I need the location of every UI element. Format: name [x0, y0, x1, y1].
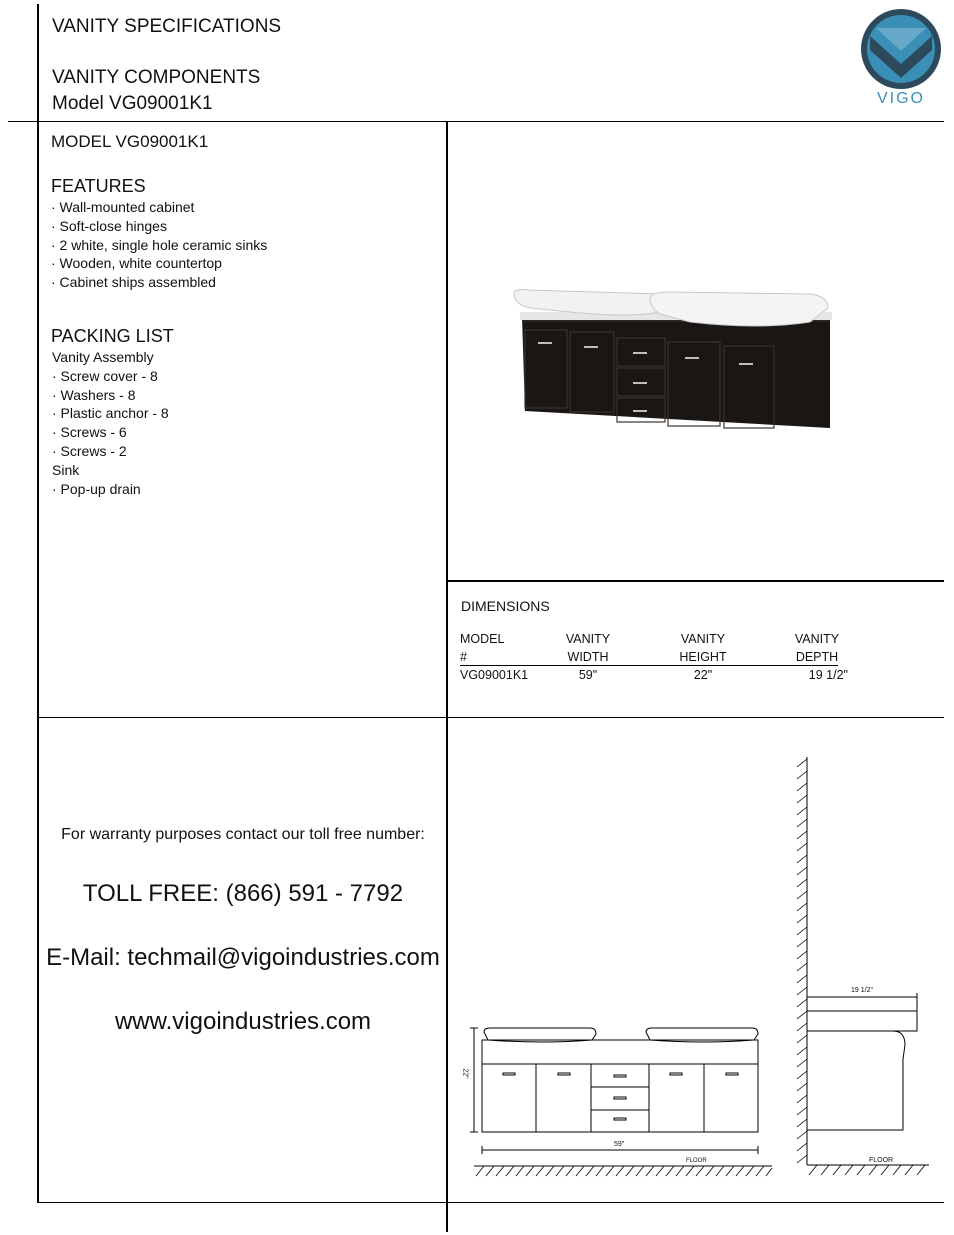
list-item: · 2 white, single hole ceramic sinks — [51, 236, 268, 253]
list-item: · Pop-up drain — [52, 480, 141, 497]
row-width: 59" — [578, 668, 598, 682]
floor-label: FLOOR — [686, 1158, 707, 1164]
list-item: · Wall-mounted cabinet — [51, 199, 195, 215]
side-view-drawing — [795, 755, 935, 1180]
bottom-horizontal-rule — [38, 1202, 944, 1203]
header-bottom-rule — [8, 121, 944, 122]
list-item: · Screws - 2 — [52, 442, 127, 459]
left-vertical-rule — [37, 121, 39, 1203]
product-image — [510, 286, 835, 446]
dimensions-title: DIMENSIONS — [461, 598, 550, 614]
list-item: · Washers - 8 — [52, 386, 136, 403]
list-item: Sink — [52, 461, 80, 478]
side-depth-label: 19 1/2" — [851, 987, 873, 994]
list-item: · Screw cover - 8 — [52, 367, 158, 384]
list-item: · Screws - 6 — [52, 424, 127, 441]
row-height: 22" — [693, 668, 713, 682]
vigo-logo — [856, 6, 946, 110]
center-vertical-rule — [446, 121, 448, 1232]
packing-list — [52, 348, 169, 498]
front-width-label: 59" — [614, 1141, 625, 1148]
header-model: MODEL # — [460, 632, 504, 664]
page-title: VANITY SPECIFICATIONS — [52, 16, 282, 37]
warranty-text: For warranty purposes contact our toll free number: — [61, 826, 425, 843]
list-item: · Cabinet ships assembled — [51, 274, 216, 291]
front-height-label: 22" — [461, 1068, 469, 1079]
header-width: VANITY WIDTH — [565, 632, 611, 664]
row-model: VG09001K1 — [460, 668, 529, 682]
features-list — [51, 198, 267, 292]
model-line: Model VG09001K1 — [52, 93, 213, 114]
logo-text: VIGO — [876, 90, 925, 107]
middle-horizontal-rule — [38, 717, 944, 718]
features-heading: FEATURES — [51, 176, 146, 196]
model-heading: MODEL VG09001K1 — [51, 132, 209, 151]
list-item: Vanity Assembly — [52, 349, 154, 365]
website-link[interactable]: www.vigoindustries.com — [114, 1008, 372, 1035]
dimensions-top-rule — [447, 580, 944, 582]
side-floor-label: FLOOR — [869, 1157, 894, 1164]
front-view-drawing — [461, 1020, 776, 1180]
packing-heading: PACKING LIST — [51, 326, 174, 346]
toll-free-number: TOLL FREE: (866) 591 - 7792 — [82, 880, 404, 907]
list-item: · Wooden, white countertop — [51, 255, 222, 272]
list-item: · Plastic anchor - 8 — [52, 405, 169, 422]
row-depth: 19 1/2" — [808, 668, 848, 682]
page-subtitle: VANITY COMPONENTS — [52, 67, 261, 88]
header-height: VANITY HEIGHT — [679, 632, 727, 664]
header-depth: VANITY DEPTH — [794, 632, 840, 664]
list-item: · Soft-close hinges — [51, 217, 167, 234]
email-link[interactable]: E-Mail: techmail@vigoindustries.com — [46, 944, 440, 971]
header-vertical-rule — [37, 4, 39, 121]
